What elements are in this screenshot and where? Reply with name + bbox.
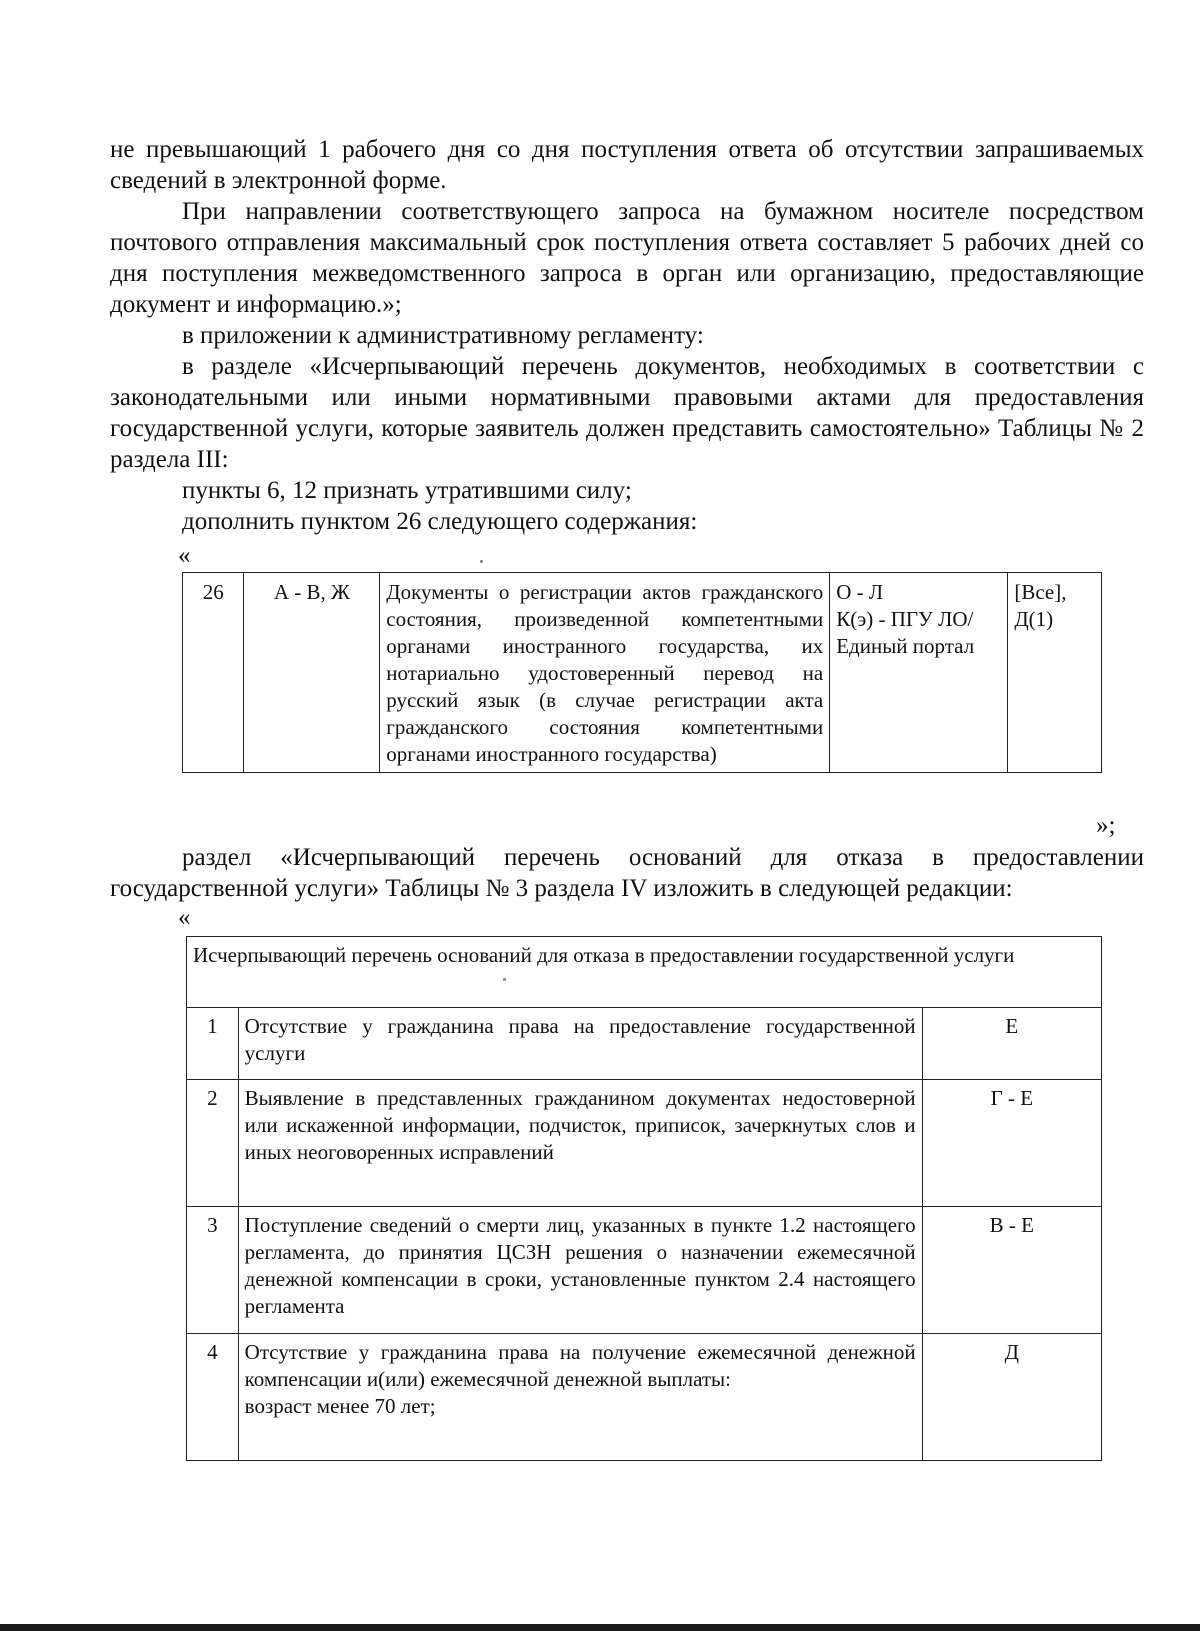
cell-number: 26 (183, 573, 244, 773)
channel-line: К(э) - ПГУ ЛО/Единый портал (836, 607, 975, 658)
cell-number: 2 (187, 1080, 239, 1207)
table-header: Исчерпывающий перечень оснований для отказа в предоставлении государственной услуги (187, 937, 1102, 1008)
cell-code: Д (922, 1334, 1101, 1461)
paragraph-text: дополнить пунктом 26 следующего содержания: (182, 508, 698, 535)
paragraph-add-item-26 (110, 506, 1144, 537)
cell-condition (1008, 573, 1102, 773)
scan-edge (0, 1624, 1200, 1631)
cell-ground: Отсутствие у гражданина права на предоставление государственной услуги (238, 1008, 922, 1080)
table-row (187, 1334, 1102, 1461)
table-row (187, 1080, 1102, 1207)
paragraph-continuation (110, 134, 1144, 196)
table-refusal-grounds (186, 936, 1102, 1461)
cell-document: Документы о регистрации актов гражданского состояния, произведенной компетентными органами иностранного государства, их нотариально удостоверенный перевод на русский язык (в случае регистрации акта гражданского состояния компетентными органами иностранного государства) (380, 573, 830, 773)
table-row (187, 1008, 1102, 1080)
paragraph-section-table2 (110, 351, 1144, 475)
table-row (187, 1207, 1102, 1334)
table-row (183, 573, 1102, 773)
paragraph-items-void (110, 475, 1144, 506)
ground-extra: возраст менее 70 лет; (244, 1394, 436, 1418)
scan-speck (503, 978, 506, 981)
channel-line: О - Л (836, 580, 884, 604)
paragraph-text: При направлении соответствующего запроса на бумажном носителе посредством почтового отправления максимальный срок поступления ответа составляет 5 рабочих дней со дня поступления межведомственного запроса в орган или организацию, предоставляющие документ и информацию.»; (110, 198, 1144, 318)
cell-number: 4 (187, 1334, 239, 1461)
table-header-row (187, 937, 1102, 1008)
close-quote: »; (1096, 812, 1116, 839)
cell-code: Г - Е (922, 1080, 1101, 1207)
paragraph-text: пункты 6, 12 признать утратившими силу; (182, 477, 632, 504)
paragraph-text: в приложении к административному регламенту: (182, 322, 704, 349)
open-quote: « (178, 542, 191, 569)
cell-channels (830, 573, 1008, 773)
open-quote: « (178, 904, 191, 931)
cell-number: 1 (187, 1008, 239, 1080)
paragraph-appendix-intro (110, 320, 1144, 351)
condition-line: [Все], (1014, 580, 1067, 604)
table-item-26 (182, 572, 1102, 773)
paragraph-text: раздел «Исчерпывающий перечень оснований для отказа в предоставлении государственной услуги» Таблицы № 3 раздела IV изложить в следующей редакции: (110, 844, 1144, 902)
cell-applicants: А - В, Ж (244, 573, 380, 773)
cell-code: В - Е (922, 1207, 1101, 1334)
paragraph-text: в разделе «Исчерпывающий перечень документов, необходимых в соответствии с законодательными или иными нормативными правовыми актами для предоставления государственной услуги, которые заявитель должен представить самостоятельно» Таблицы № 2 раздела III: (110, 353, 1144, 473)
cell-ground: Поступление сведений о смерти лиц, указанных в пункте 1.2 настоящего регламента, до принятия ЦСЗН решения о назначении ежемесячной денежной компенсации в сроки, установленные пунктом 2.4 настоящего регламента (238, 1207, 922, 1334)
paragraph-section-table3 (110, 842, 1144, 904)
cell-ground: Выявление в представленных гражданином документах недостоверной или искаженной информации, подчисток, приписок, зачеркнутых слов и иных неоговоренных исправлений (238, 1080, 922, 1207)
condition-line: Д(1) (1014, 607, 1054, 631)
cell-ground (238, 1334, 922, 1461)
ground-text: Отсутствие у гражданина права на получение ежемесячной денежной компенсации и(или) ежемесячной денежной выплаты: (244, 1340, 916, 1391)
cell-number: 3 (187, 1207, 239, 1334)
cell-code: Е (922, 1008, 1101, 1080)
scan-speck (480, 560, 483, 563)
paragraph-text: не превышающий 1 рабочего дня со дня поступления ответа об отсутствии запрашиваемых сведений в электронной форме. (110, 136, 1144, 194)
paragraph-paper-request (110, 196, 1144, 320)
